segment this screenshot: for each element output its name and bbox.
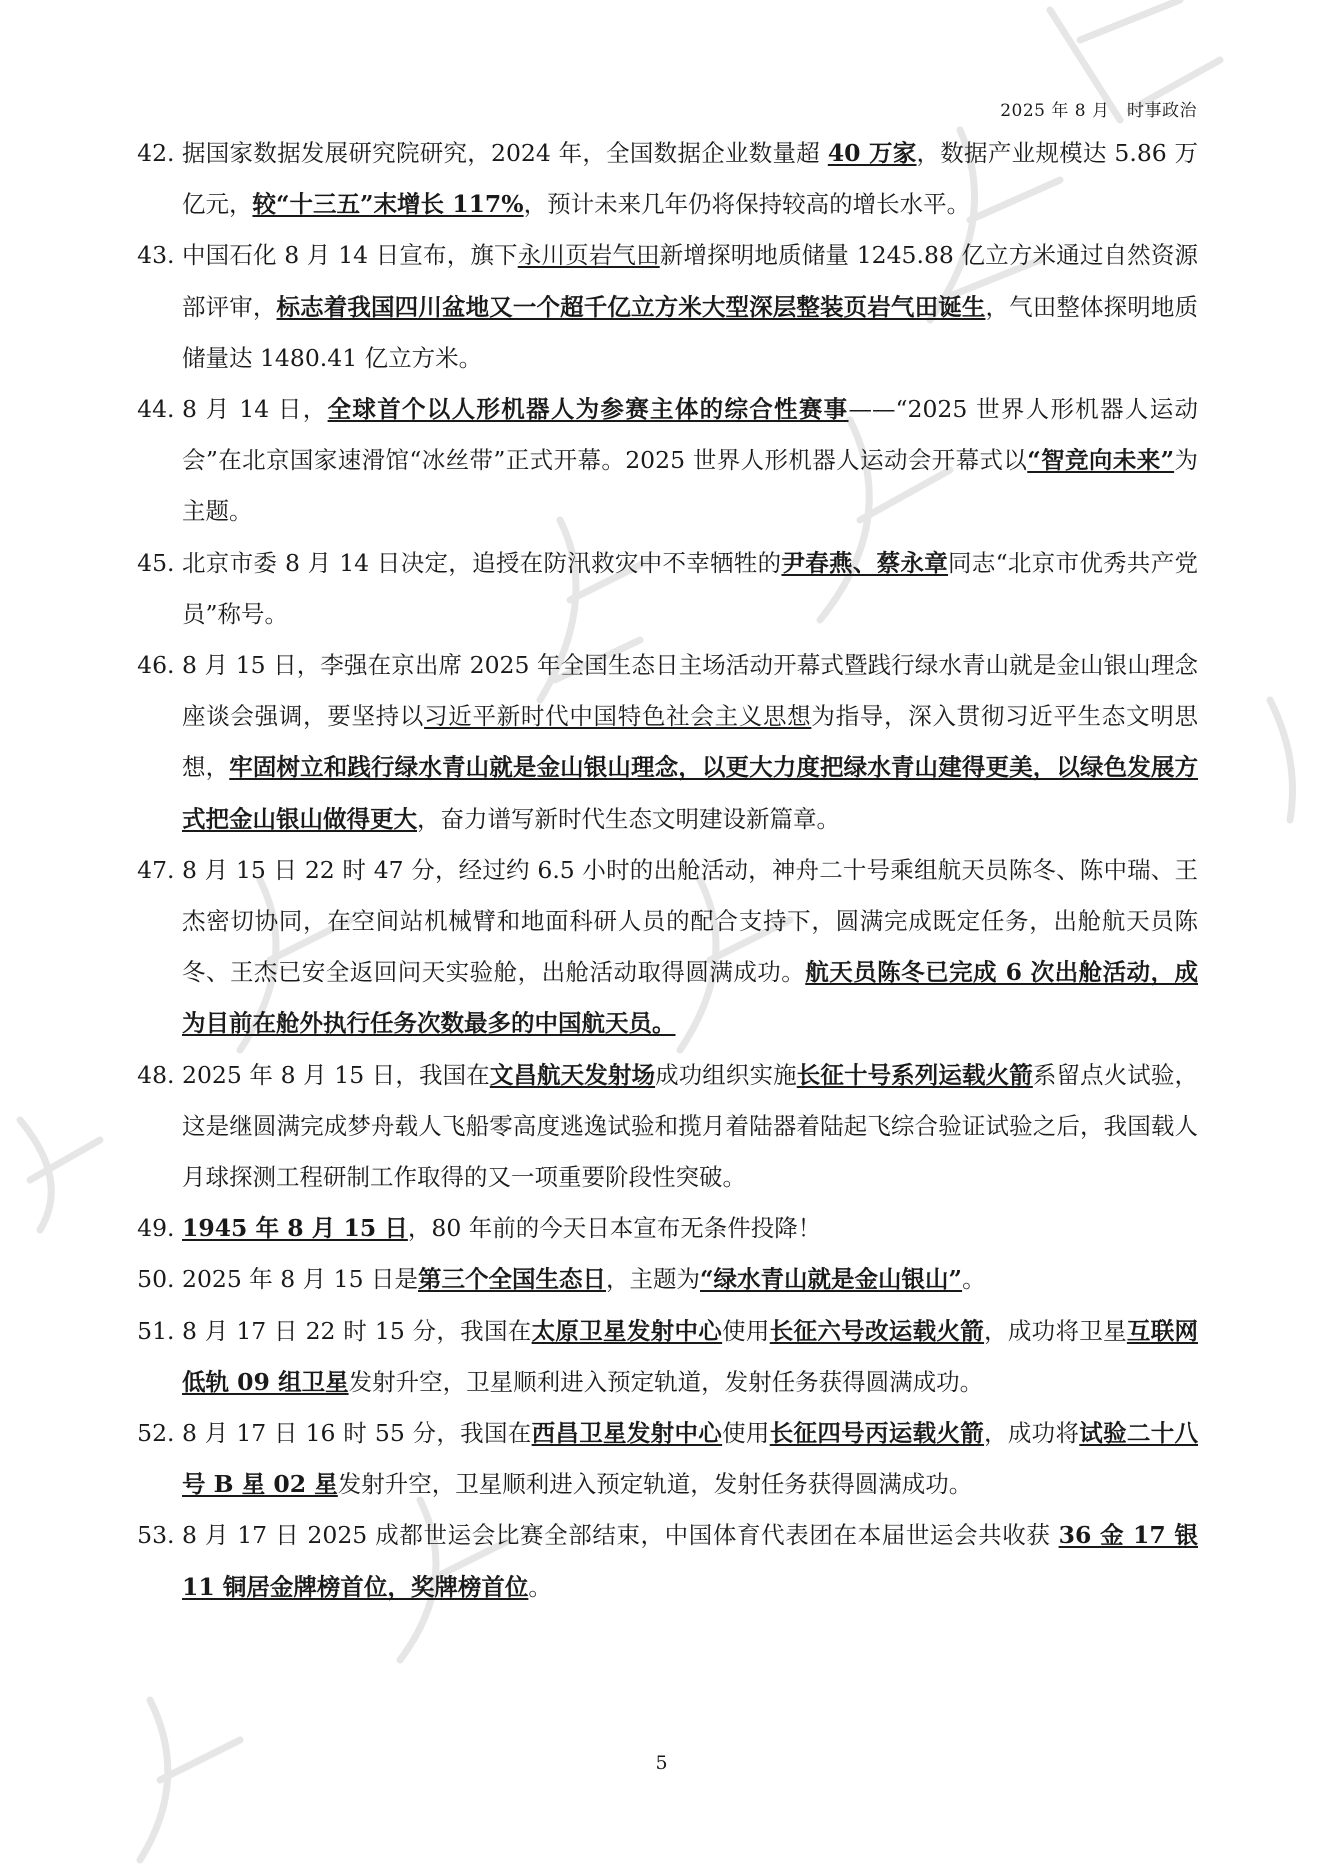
text-segment: 2025 年 8 月 15 日，我国在 bbox=[182, 1060, 490, 1089]
text-segment: ，成功将卫星 bbox=[984, 1316, 1127, 1345]
text-segment: 为主题。 bbox=[182, 446, 1198, 526]
page-header: 2025 年 8 月 时事政治 bbox=[1000, 101, 1197, 121]
key-point: 西昌卫星发射中心 bbox=[531, 1419, 723, 1448]
text-segment: 8 月 15 日 22 时 47 分，经过约 6.5 小时的出舱活动，神舟二十号乘组航天员陈冬、陈中瑞、王杰密切协同，在空间站机械臂和地面科研人员的配合支持下，圆满完成既定任务，出舱航天员陈冬、王杰已安全返回问天实验舱，出舱活动取得圆满成功。 bbox=[182, 855, 1198, 987]
item-text bbox=[182, 1510, 1198, 1612]
news-item bbox=[126, 1050, 1198, 1204]
item-number: 47. bbox=[137, 855, 175, 884]
key-point: 试验二十八号 B 星 02 星 bbox=[182, 1419, 1199, 1499]
item-number: 48. bbox=[137, 1060, 175, 1089]
key-point: 较“十三五”末增长 117% bbox=[252, 190, 524, 219]
news-item bbox=[126, 128, 1198, 230]
key-point: 长征四号丙运载火箭 bbox=[769, 1419, 985, 1448]
key-point: 互联网低轨 09 组卫星 bbox=[182, 1316, 1199, 1396]
text-segment: 为指导，深入贯彻习近平生态文明思想， bbox=[182, 702, 1199, 782]
text-segment: 使用 bbox=[722, 1316, 770, 1345]
key-point: 长征六号改运载火箭 bbox=[769, 1316, 985, 1345]
item-number: 43. bbox=[137, 241, 175, 270]
text-segment: ，奋力谱写新时代生态文明建设新篇章。 bbox=[417, 804, 840, 833]
text-segment: 中国石化 8 月 14 日宣布，旗下 bbox=[182, 241, 518, 270]
text-segment: ，数据产业规模达 5.86 万亿元， bbox=[182, 139, 1198, 219]
news-item bbox=[126, 538, 1198, 640]
item-number: 46. bbox=[137, 651, 175, 680]
news-item bbox=[126, 1510, 1198, 1612]
text-segment: 发射升空，卫星顺利进入预定轨道，发射任务获得圆满成功。 bbox=[337, 1470, 973, 1499]
text-segment: 8 月 15 日，李强在京出席 2025 年全国生态日主场活动开幕式暨践行绿水青山就是金山银山理念座谈会强调，要坚持以 bbox=[182, 651, 1198, 731]
item-text bbox=[182, 845, 1198, 1050]
item-number: 49. bbox=[137, 1214, 175, 1243]
item-number: 42. bbox=[137, 139, 175, 167]
key-point: 40 万家 bbox=[827, 139, 917, 167]
item-number: 52. bbox=[137, 1419, 175, 1448]
item-text bbox=[182, 640, 1198, 845]
news-item bbox=[126, 640, 1198, 845]
item-number: 44. bbox=[137, 395, 175, 424]
text-segment: 系留点火试验，这是继圆满完成梦舟载人飞船零高度逃逸试验和揽月着陆器着陆起飞综合验证试验之后，我国载人月球探测工程研制工作取得的又一项重要阶段性突破。 bbox=[182, 1060, 1198, 1192]
item-text bbox=[182, 128, 1198, 230]
text-segment: 新增探明地质储量 1245.88 亿立方米通过自然资源部评审， bbox=[182, 241, 1199, 321]
key-point: 第三个全国生态日 bbox=[418, 1265, 607, 1294]
text-segment: ，预计未来几年仍将保持较高的增长水平。 bbox=[523, 190, 971, 219]
page-number: 5 bbox=[655, 1752, 668, 1774]
underlined-term: 永川页岩气田 bbox=[517, 241, 660, 270]
item-text bbox=[182, 384, 1198, 538]
key-point: 尹春燕、蔡永章 bbox=[781, 548, 949, 577]
text-segment: 成功组织实施 bbox=[655, 1060, 797, 1089]
key-point: 长征十号系列运载火箭 bbox=[796, 1060, 1033, 1089]
text-segment: 8 月 17 日 2025 成都世运会比赛全部结束，中国体育代表团在本届世运会共收获 bbox=[182, 1521, 1059, 1550]
text-segment: ，80 年前的今天日本宣布无条件投降！ bbox=[407, 1214, 822, 1243]
item-text bbox=[182, 1408, 1198, 1510]
underlined-term: 习近平新时代中国特色社会主义思想 bbox=[424, 702, 812, 731]
text-segment: 。 bbox=[962, 1265, 986, 1294]
news-item bbox=[126, 230, 1198, 384]
item-number: 53. bbox=[137, 1521, 175, 1550]
text-segment: ，气田整体探明地质储量达 1480.41 亿立方米。 bbox=[182, 292, 1199, 372]
key-point: 牢固树立和践行绿水青山就是金山银山理念，以更大力度把绿水青山建得更美，以绿色发展方式把金山银山做得更大 bbox=[182, 753, 1199, 833]
item-text bbox=[182, 1306, 1198, 1408]
item-number: 50. bbox=[137, 1265, 175, 1294]
key-point: 1945 年 8 月 15 日 bbox=[182, 1214, 408, 1243]
key-point: 航天员陈冬已完成 6 次出舱活动，成为目前在舱外执行任务次数最多的中国航天员。 bbox=[182, 958, 1198, 1038]
key-point: “智竞向未来” bbox=[1027, 446, 1175, 475]
key-point: 文昌航天发射场 bbox=[489, 1060, 656, 1089]
text-segment: 北京市委 8 月 14 日决定，追授在防汛救灾中不幸牺牲的 bbox=[182, 548, 782, 577]
key-point: 36 金 17 银 11 铜居金牌榜首位，奖牌榜首位 bbox=[182, 1521, 1198, 1601]
news-item bbox=[126, 845, 1198, 1050]
text-segment: ，成功将 bbox=[984, 1419, 1080, 1448]
key-point: 全球首个以人形机器人为参赛主体的综合性赛事 bbox=[327, 395, 849, 424]
text-segment: ——“2025 世界人形机器人运动会”在北京国家速滑馆“冰丝带”正式开幕。2025 世界人形机器人运动会开幕式以 bbox=[182, 395, 1199, 475]
item-text bbox=[182, 1254, 1198, 1305]
news-item bbox=[126, 1306, 1198, 1408]
key-point: 标志着我国四川盆地又一个超千亿立方米大型深层整装页岩气田诞生 bbox=[276, 292, 986, 321]
text-segment: 8 月 17 日 16 时 55 分，我国在 bbox=[182, 1419, 532, 1448]
key-point: “绿水青山就是金山银山” bbox=[700, 1265, 963, 1294]
news-list bbox=[126, 128, 1198, 1613]
news-item bbox=[126, 384, 1198, 538]
text-segment: 。 bbox=[528, 1572, 552, 1601]
text-segment: 发射升空，卫星顺利进入预定轨道，发射任务获得圆满成功。 bbox=[348, 1367, 984, 1396]
news-item bbox=[126, 1203, 1198, 1254]
item-text bbox=[182, 230, 1198, 384]
key-point: 太原卫星发射中心 bbox=[531, 1316, 723, 1345]
text-segment: 2025 年 8 月 15 日是 bbox=[182, 1265, 419, 1294]
item-number: 45. bbox=[137, 548, 175, 577]
text-segment: 据国家数据发展研究院研究，2024 年，全国数据企业数量超 bbox=[182, 139, 828, 167]
text-segment: 同志“北京市优秀共产党员”称号。 bbox=[182, 548, 1199, 628]
text-segment: 使用 bbox=[722, 1419, 770, 1448]
text-segment: 8 月 17 日 22 时 15 分，我国在 bbox=[182, 1316, 532, 1345]
item-text bbox=[182, 1050, 1198, 1204]
item-text bbox=[182, 538, 1198, 640]
text-segment: 8 月 14 日， bbox=[182, 395, 328, 424]
item-text bbox=[182, 1203, 1198, 1254]
text-segment: ，主题为 bbox=[606, 1265, 701, 1294]
news-item bbox=[126, 1254, 1198, 1305]
item-number: 51. bbox=[137, 1316, 175, 1345]
news-item bbox=[126, 1408, 1198, 1510]
